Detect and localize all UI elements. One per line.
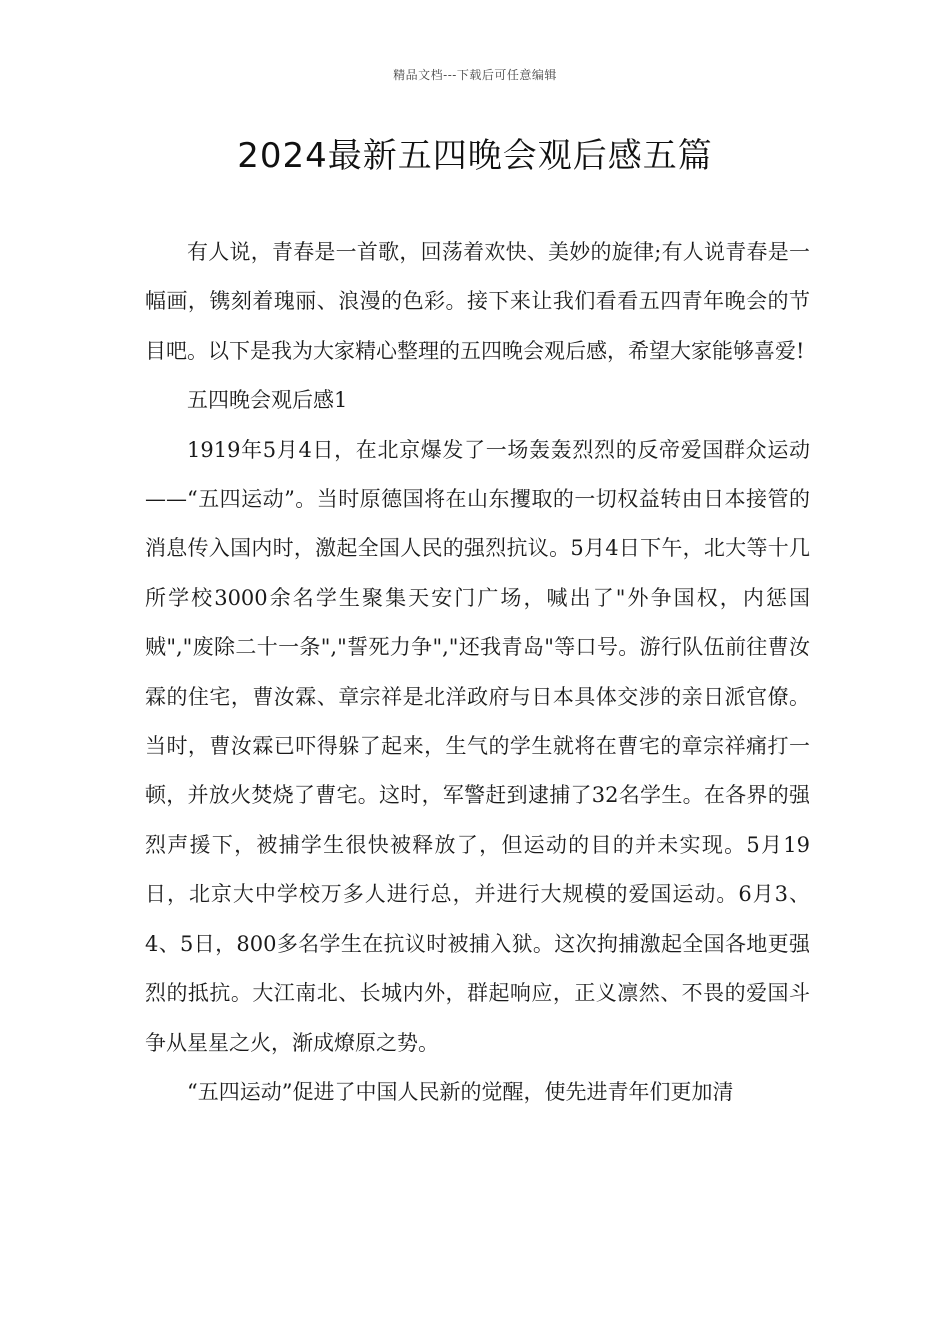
- document-body: [145, 228, 810, 1117]
- body-paragraph: “五四运动”促进了中国人民新的觉醒，使先进青年们更加清: [187, 1079, 734, 1104]
- section-heading: 五四晚会观后感1: [187, 388, 348, 413]
- intro-paragraph: 有人说，青春是一首歌，回荡着欢快、美妙的旋律;有人说青春是一幅画，镌刻着瑰丽、浪漫的色彩。接下来让我们看看五四青年晚会的节目吧。以下是我为大家精心整理的五四晚会观后感，希望大家能够喜爱!: [145, 240, 810, 363]
- body-paragraph: 1919年5月4日，在北京爆发了一场轰轰烈烈的反帝爱国群众运动——“五四运动”。当时原德国将在山东攫取的一切权益转由日本接管的消息传入国内时，激起全国人民的强烈抗议。5月4日下午，北大等十几所学校3000余名学生聚集天安门广场，喊出了"外争国权，内惩国贼","废除二十一条","誓死力争","还我青岛"等口号。游行队伍前往曹汝霖的住宅，曹汝霖、章宗祥是北洋政府与日本具体交涉的亲日派官僚。当时，曹汝霖已吓得躲了起来，生气的学生就将在曹宅的章宗祥痛打一顿，并放火焚烧了曹宅。这时，军警赶到逮捕了32名学生。在各界的强烈声援下，被捕学生很快被释放了，但运动的目的并未实现。5月19日，北京大中学校万多人进行总，并进行大规模的爱国运动。6月3、4、5日，800多名学生在抗议时被捕入狱。这次拘捕激起全国各地更强烈的抵抗。大江南北、长城内外，群起响应，正义凛然、不畏的爱国斗争从星星之火，渐成燎原之势。: [145, 437, 810, 1055]
- document-title: 2024最新五四晚会观后感五篇: [237, 136, 713, 176]
- header-note: 精品文档---下载后可任意编辑: [393, 68, 557, 82]
